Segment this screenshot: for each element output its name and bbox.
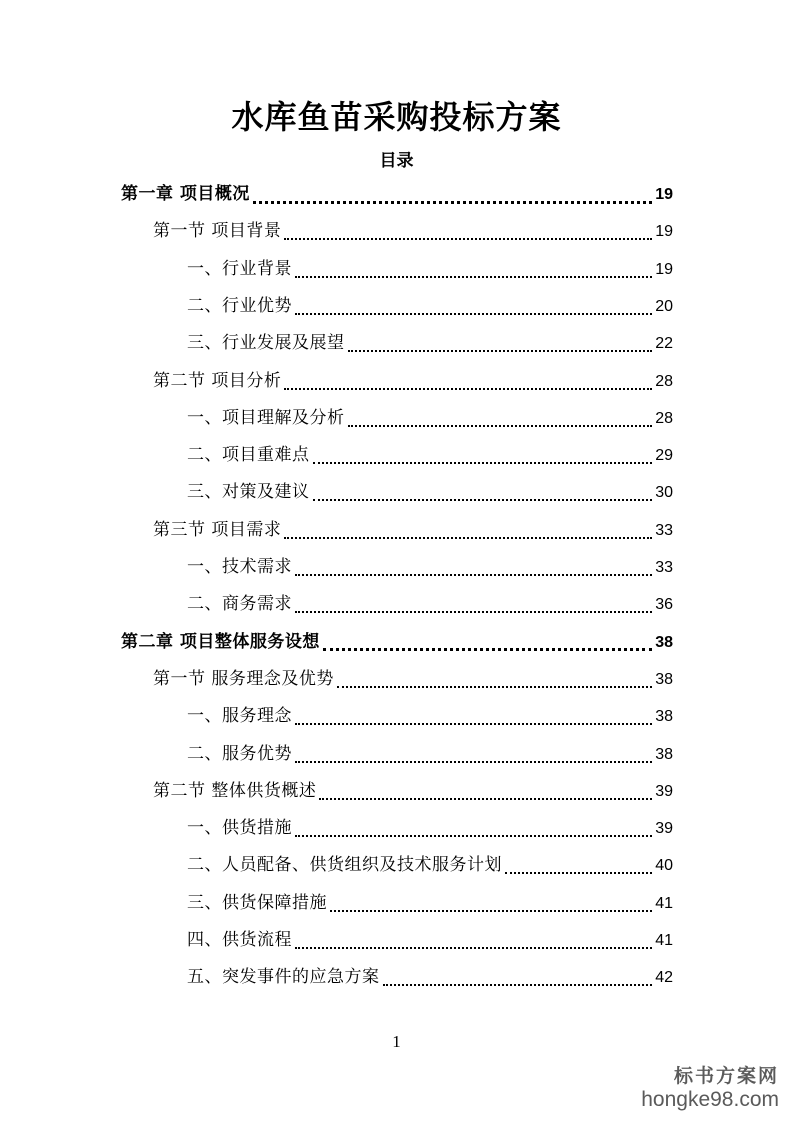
- toc-entry-label: 第一节 服务理念及优势: [153, 668, 334, 689]
- toc-entry-page: 38: [655, 633, 673, 651]
- toc-entry-page: 19: [655, 260, 673, 278]
- toc-section-entry[interactable]: [153, 665, 673, 693]
- toc-subsection-entry[interactable]: [187, 478, 673, 506]
- toc-entry-page: 20: [655, 297, 673, 315]
- toc-dot-leader: [319, 780, 652, 800]
- toc-dot-leader: [348, 332, 653, 352]
- toc-entry-page: 39: [655, 820, 673, 838]
- toc-subsection-entry[interactable]: [187, 963, 673, 991]
- toc-entry-page: 22: [655, 335, 673, 353]
- watermark-url: hongke98.com: [641, 1088, 779, 1111]
- toc-entry-label: 第二节 项目分析: [153, 370, 282, 391]
- toc-entry-page: 19: [655, 223, 673, 241]
- toc-entry-label: 二、行业优势: [187, 295, 292, 316]
- toc-dot-leader: [295, 743, 652, 763]
- toc-subsection-entry[interactable]: [187, 814, 673, 842]
- toc-entry-page: 41: [655, 932, 673, 949]
- document-title: 水库鱼苗采购投标方案: [231, 98, 562, 136]
- toc-subsection-entry[interactable]: [187, 292, 673, 320]
- toc-entry-label: 一、供货措施: [187, 818, 292, 839]
- toc-chapter-entry[interactable]: [121, 180, 673, 208]
- toc-entry-page: 40: [655, 857, 673, 875]
- toc-section-entry[interactable]: [153, 516, 673, 544]
- toc-entry-label: 二、服务优势: [187, 743, 292, 764]
- toc-entry-page: 38: [655, 708, 673, 726]
- toc-entry-label: 一、行业背景: [187, 258, 292, 279]
- toc-entry-label: 第三节 项目需求: [153, 519, 282, 540]
- toc-entry-page: 19: [655, 186, 673, 203]
- toc-entry-page: 28: [655, 409, 673, 427]
- toc-subsection-entry[interactable]: [187, 553, 673, 581]
- toc-dot-leader: [313, 481, 653, 501]
- toc-entry-label: 第一章 项目概况: [121, 184, 250, 204]
- toc-dot-leader: [348, 407, 653, 427]
- toc-entry-label: 一、技术需求: [187, 557, 292, 577]
- toc-subsection-entry[interactable]: [187, 329, 673, 357]
- toc-entry-label: 一、服务理念: [187, 706, 292, 727]
- watermark-name: 标书方案网: [673, 1065, 779, 1087]
- toc-entry-page: 42: [655, 969, 673, 987]
- toc-entry-label: 二、人员配备、供货组织及技术服务计划: [187, 855, 502, 876]
- toc-dot-leader: [295, 556, 652, 576]
- toc-entry-label: 四、供货流程: [187, 930, 292, 950]
- toc-section-entry[interactable]: [153, 777, 673, 805]
- toc-entry-label: 三、供货保障措施: [187, 892, 327, 913]
- toc-entry-page: 28: [655, 372, 673, 390]
- toc-subsection-entry[interactable]: [187, 255, 673, 283]
- toc-entry-page: 29: [655, 447, 673, 465]
- toc-entry-label: 三、对策及建议: [187, 482, 310, 503]
- toc-entry-page: 41: [655, 894, 673, 912]
- toc-subsection-entry[interactable]: [187, 702, 673, 730]
- toc-entry-page: 39: [655, 782, 673, 800]
- toc-entry-page: 30: [655, 484, 673, 502]
- toc-dot-leader: [253, 183, 652, 204]
- toc-dot-leader: [295, 258, 652, 278]
- toc-entry-label: 三、行业发展及展望: [187, 333, 345, 354]
- page-number: 1: [392, 1032, 401, 1051]
- toc-subsection-entry[interactable]: [187, 404, 673, 432]
- toc-dot-leader: [284, 220, 652, 240]
- toc-entry-label: 五、突发事件的应急方案: [187, 967, 380, 988]
- toc-dot-leader: [295, 817, 652, 837]
- toc-dot-leader: [505, 854, 652, 874]
- toc-entry-label: 第一节 项目背景: [153, 221, 282, 242]
- toc-entry-label: 二、商务需求: [187, 594, 292, 615]
- toc-dot-leader: [313, 444, 653, 464]
- toc-entry-label: 第二节 整体供货概述: [153, 780, 317, 801]
- toc-entry-page: 38: [655, 745, 673, 763]
- toc-section-entry[interactable]: [153, 217, 673, 245]
- toc-section-entry[interactable]: [153, 367, 673, 395]
- toc-entry-label: 一、项目理解及分析: [187, 407, 345, 428]
- toc-entry-label: 第二章 项目整体服务设想: [121, 631, 320, 652]
- toc-entry-page: 38: [655, 670, 673, 688]
- toc-entry-page: 36: [655, 596, 673, 614]
- toc-entry-page: 33: [655, 559, 673, 576]
- toc-dot-leader: [295, 929, 652, 949]
- toc-dot-leader: [295, 295, 652, 315]
- toc-dot-leader: [284, 370, 652, 390]
- toc-subsection-entry[interactable]: [187, 851, 673, 879]
- toc-dot-leader: [330, 892, 652, 912]
- toc-dot-leader: [295, 593, 652, 613]
- toc-dot-leader: [284, 519, 652, 539]
- toc-entry-page: 33: [655, 521, 673, 539]
- toc-dot-leader: [295, 705, 652, 725]
- toc-heading: 目录: [379, 151, 414, 171]
- toc-subsection-entry[interactable]: [187, 441, 673, 469]
- toc-subsection-entry[interactable]: [187, 926, 673, 954]
- toc-chapter-entry[interactable]: [121, 628, 673, 656]
- toc-entry-label: 二、项目重难点: [187, 445, 310, 466]
- toc-subsection-entry[interactable]: [187, 740, 673, 768]
- toc-subsection-entry[interactable]: [187, 889, 673, 917]
- toc-subsection-entry[interactable]: [187, 590, 673, 618]
- toc-dot-leader: [383, 966, 653, 986]
- watermark: [641, 1061, 779, 1112]
- toc-dot-leader: [337, 668, 652, 688]
- toc-dot-leader: [323, 630, 652, 651]
